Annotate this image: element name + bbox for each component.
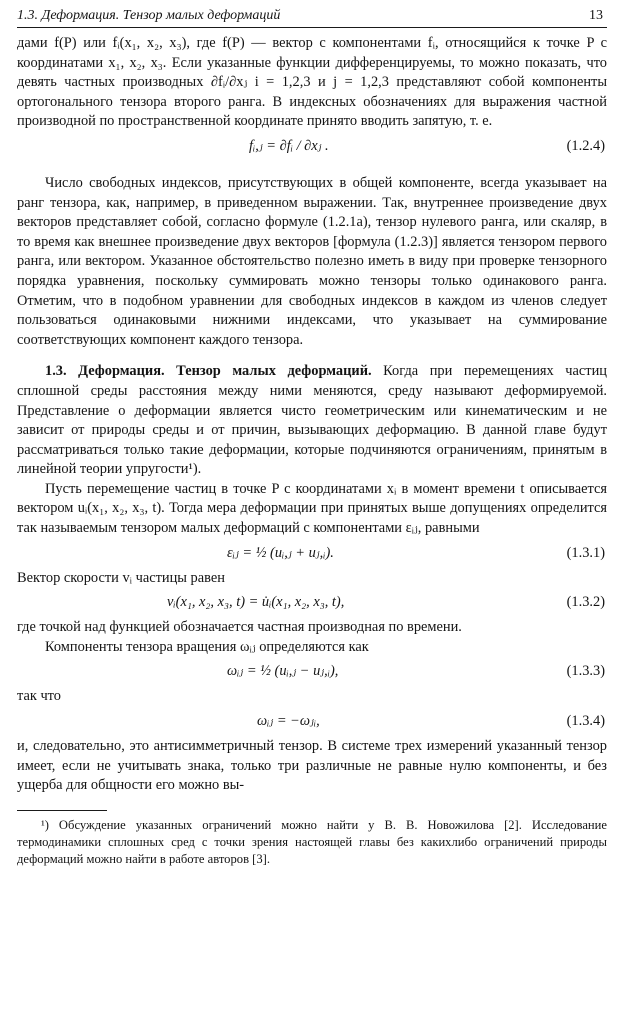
paragraph-displacement: Пусть перемещение частиц в точке P с координатами xᵢ в момент времени t описывается вектором uᵢ(x₁, x₂, x₃, t). Тогда мера деформации при принятых выше допущениях определится так называемым тензором малых деформаций с компонентами εᵢⱼ, равными [17,480,607,537]
equation-formula: εᵢⱼ = ½ (uᵢ,ⱼ + uⱼ,ᵢ). [227,544,334,561]
equation-formula: fᵢ,ⱼ = ∂fᵢ / ∂xⱼ . [249,137,329,154]
equation-number: (1.2.4) [566,137,605,154]
document-page [17,8,607,868]
paragraph-continuation: дами f(P) или fᵢ(x₁, x₂, x₃), где f(P) — вектор с компонентами fᵢ, относящийся к точке P с координатами x₁, x₂, x₃. Если указанные функции дифференцируемы, то можно показать, что девять частных производных ∂fᵢ/∂xⱼ i = 1,2,3 и j = 1,2,3 представляют собой компоненты ортогонального тензора второго ранга. В индексных обозначениях для выражения частной производной по пространственной координате принято вводить запятую, т. е. [17,35,607,130]
equation-formula: ωᵢⱼ = ½ (uᵢ,ⱼ − uⱼ,ᵢ), [227,663,339,680]
equation-formula: ωᵢⱼ = −ωⱼᵢ, [257,713,320,730]
equation-number: (1.3.4) [566,713,605,730]
paragraph-rotation: Компоненты тензора вращения ωᵢⱼ определяются как [45,638,369,655]
section-intro-text: Когда при перемещениях частиц сплошной среды расстояния между ними меняются, среду называют деформируемой. Представление о деформации является чисто геометрическим или кинематическим и не зависит от природы среды и от причин, вызывающих деформацию. В данной главе будут рассматриваться только такие деформации, которые подчиняются ограничениям, принятым в линейной теории упругости¹). [17,363,607,478]
paragraph-velocity: Вектор скорости vᵢ частицы равен [17,569,225,586]
equation-1-3-1 [17,539,607,569]
equation-number: (1.3.2) [566,594,605,611]
equation-formula: vᵢ(x₁, x₂, x₃, t) = u̇ᵢ(x₁, x₂, x₃, t), [167,594,345,611]
footnote: ¹) Обсуждение указанных ограничений можно найти у В. В. Новожилова [2]. Исследование термодинамики сплошных сред с точки зрения настоящей главы без какихлибо ограничений природы деформаций можно найти в работе авторов [3]. [17,817,607,866]
paragraph-free-indices: Число свободных индексов, присутствующих в общей компоненте, всегда указывает на ранг тензора, как, например, в приведенном выражении. Так, внутреннее произведение двух векторов представляет собой, согласно формуле (1.2.1a), тензор нулевого ранга, или скаляр, в то время как внешнее произведение двух векторов [формула (1.2.3)] является тензором первого ранга, или вектором. Указанное обстоятельство полезно иметь в виду при проверке тензорного порядка уравнения, поскольку суммировать можно тензоры только одинакового ранга. Отметим, что в подобном уравнении для свободных индексов в каждом из членов следует пользоваться одинаковыми нижними индексами, что указывает на суммирование соответствующих компонент каждого тензора. [17,174,607,348]
equation-number: (1.3.1) [566,544,605,561]
equation-1-3-2 [17,588,607,618]
paragraph-antisymmetric: и, следовательно, это антисимметричный тензор. В системе трех измерений указанный тензор имеет, если не учитывать знака, только три различные не равные нулю компоненты, и без ущерба для общности его можно вы- [17,738,607,794]
paragraph-so-that: так что [17,688,61,705]
footnote-divider [17,810,107,811]
equation-number: (1.3.3) [566,663,605,680]
running-title: 1.3. Деформация. Тензор малых деформаций [17,8,281,23]
equation-1-3-3 [17,657,607,687]
running-header [17,8,607,28]
paragraph-section-intro [17,362,607,480]
page-number: 13 [589,8,603,23]
equation-1-2-4 [17,132,607,162]
section-heading: 1.3. Деформация. Тензор малых деформаций. [45,363,372,380]
equation-1-3-4 [17,707,607,737]
paragraph-dot-notation: где точкой над функцией обозначается частная производная по времени. [17,619,462,636]
